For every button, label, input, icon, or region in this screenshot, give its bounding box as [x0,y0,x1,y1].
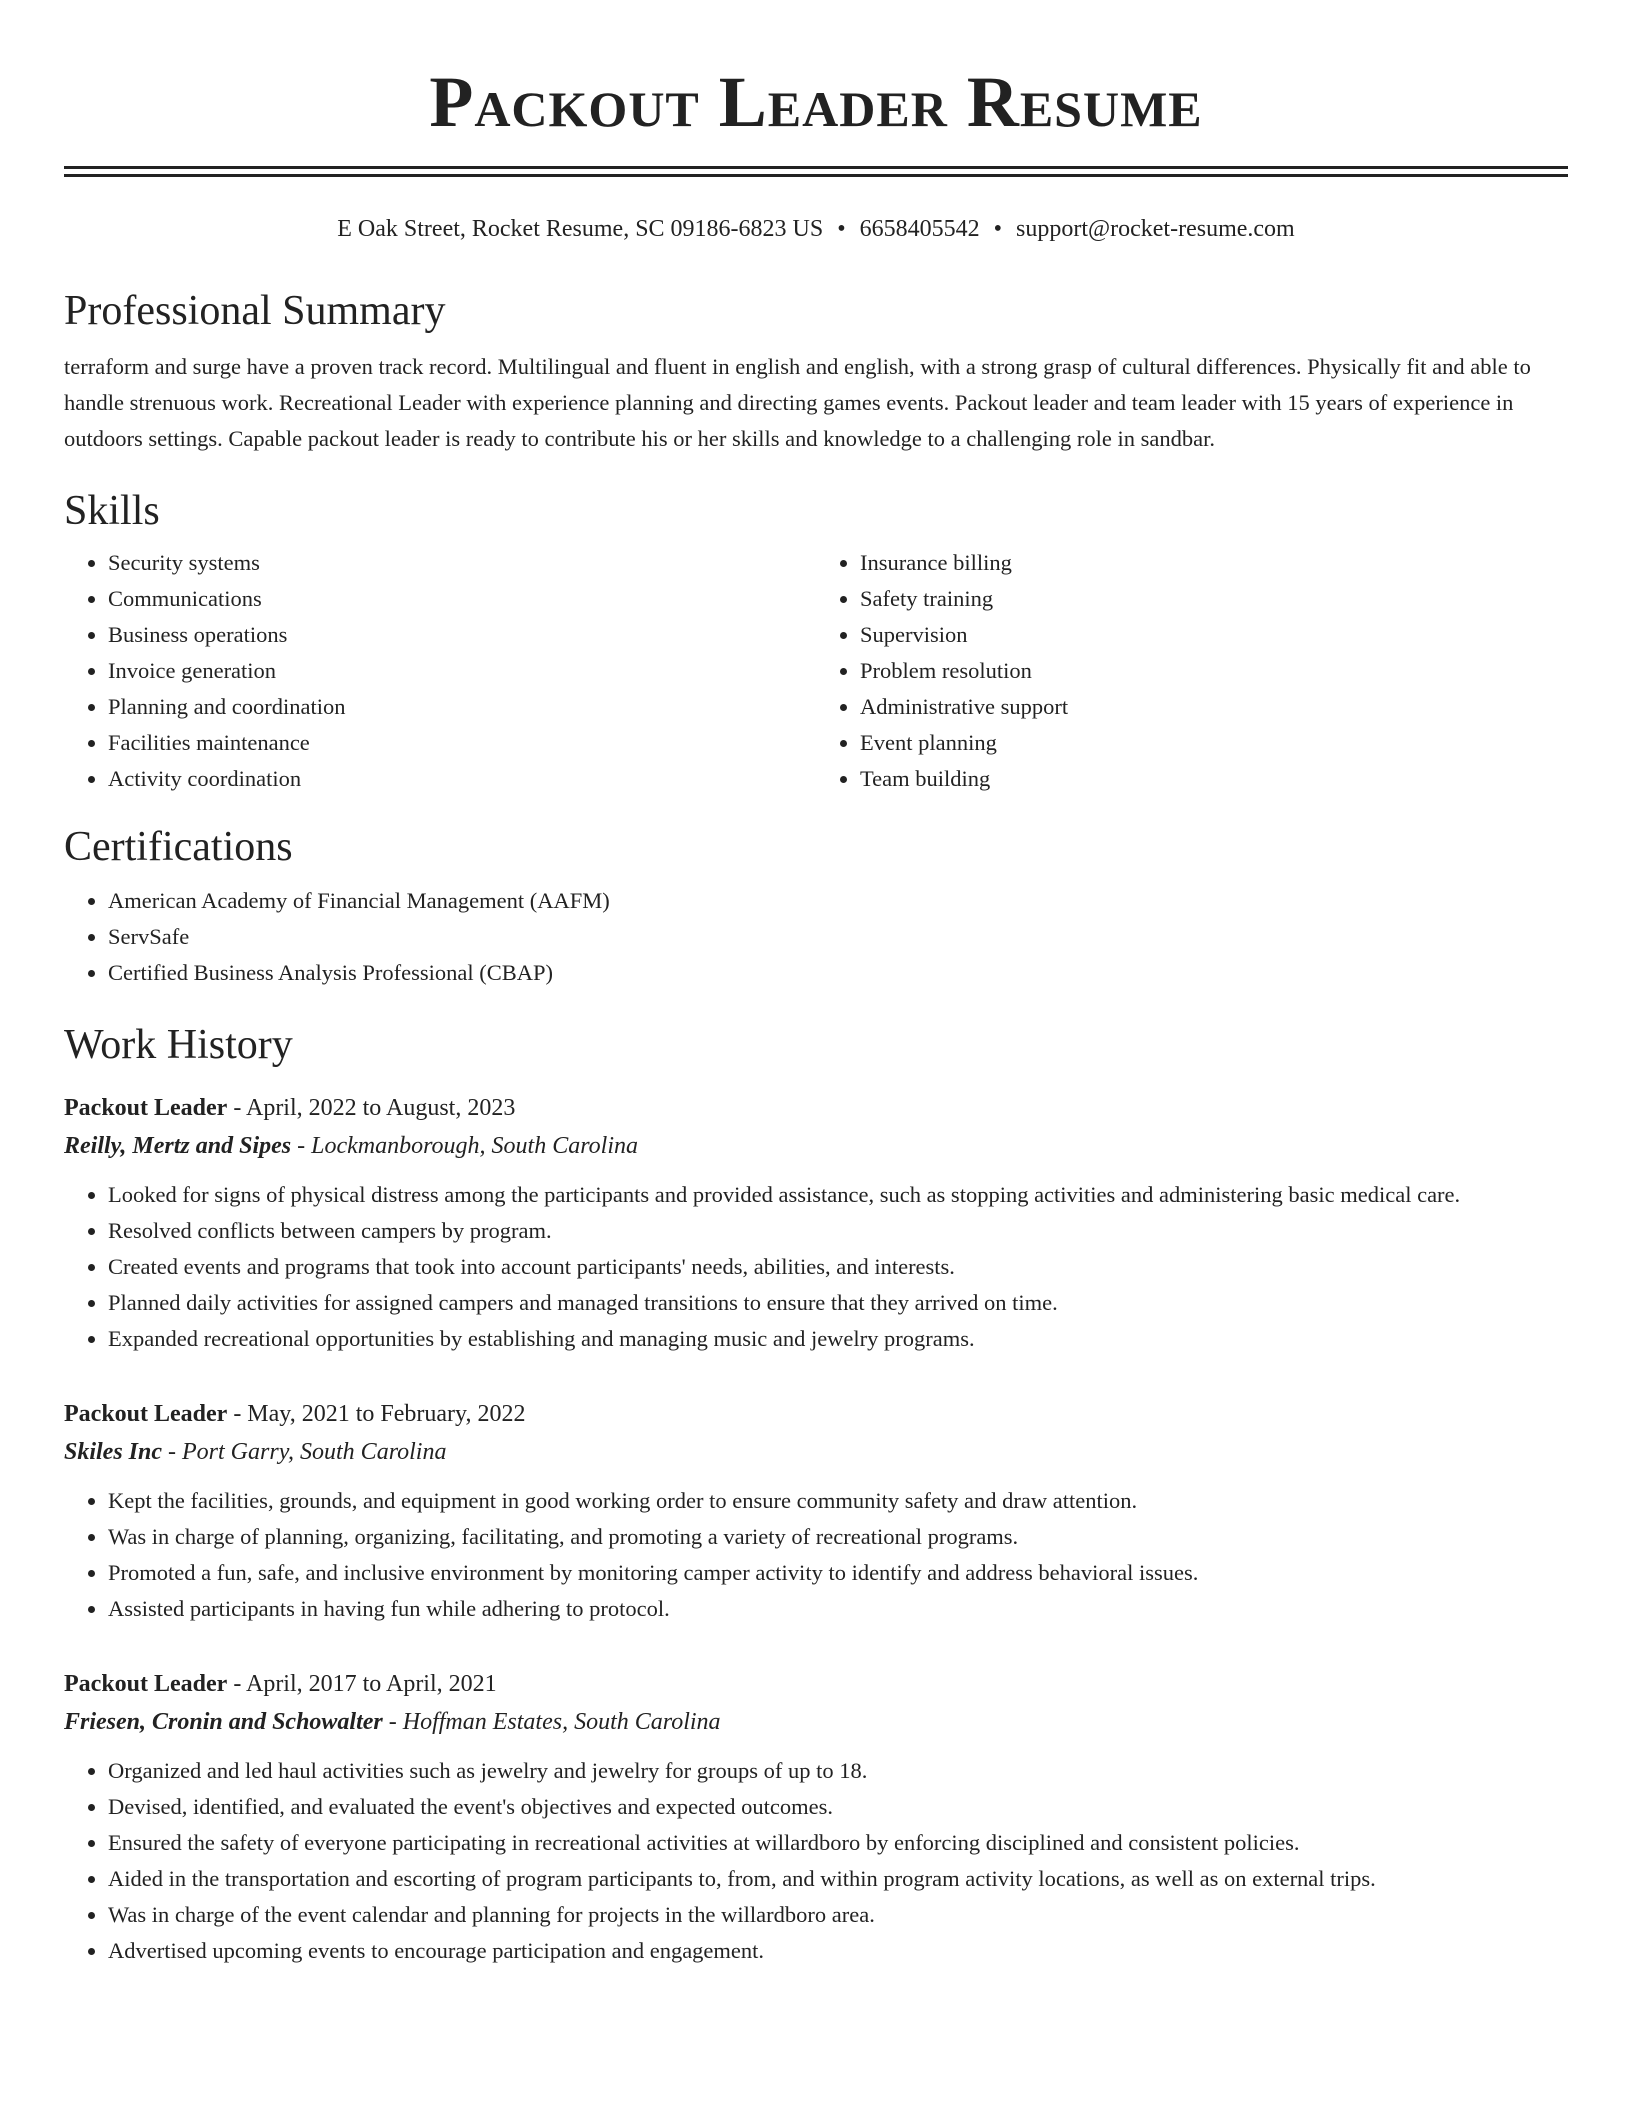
job-bullet: • Looked for signs of physical distress among the participants and provided assistance, such as stopping activities and administering basic medical care. [108,1177,1568,1213]
job-bullet: • Assisted participants in having fun while adhering to protocol. [108,1591,1568,1627]
job-bullets [64,1483,1568,1627]
job-bullets [64,1753,1568,1969]
skills-list-left [64,545,816,797]
job-bullet: • Was in charge of planning, organizing, facilitating, and promoting a variety of recreational programs. [108,1519,1568,1555]
skill-item: • Problem resolution [860,653,1568,689]
certifications-list [64,883,1568,991]
job-title: Packout Leader [64,1671,228,1697]
skills-column-left [64,545,816,797]
contact-separator: • [837,216,846,242]
job-entry [64,1395,1568,1627]
summary-heading: Professional Summary [64,288,446,334]
skill-item: • Business operations [108,617,816,653]
job-company: Friesen, Cronin and Schowalter [64,1709,383,1735]
job-dates: - May, 2021 to February, 2022 [227,1401,526,1427]
skill-item: • Security systems [108,545,816,581]
job-bullet: • Kept the facilities, grounds, and equipment in good working order to ensure community safety and draw attention. [108,1483,1568,1519]
job-employer [64,1703,1568,1741]
job-company: Reilly, Mertz and Sipes [64,1133,292,1159]
certification-item: • Certified Business Analysis Professional (CBAP) [108,955,1568,991]
job-header [64,1665,1568,1703]
job-bullet: • Resolved conflicts between campers by program. [108,1213,1568,1249]
job-bullet: • Planned daily activities for assigned campers and managed transitions to ensure that they arrived on time. [108,1285,1568,1321]
job-dates: - April, 2022 to August, 2023 [227,1095,516,1121]
job-location: - Port Garry, South Carolina [162,1439,447,1465]
job-location: - Lockmanborough, South Carolina [291,1133,639,1159]
job-location: - Hoffman Estates, South Carolina [382,1709,721,1735]
skills-columns [64,545,1568,797]
skill-item: • Planning and coordination [108,689,816,725]
skill-item: • Supervision [860,617,1568,653]
skill-item: • Team building [860,761,1568,797]
job-title: Packout Leader [64,1401,228,1427]
job-employer [64,1127,1568,1165]
summary-section [64,285,1568,457]
summary-text: terraform and surge have a proven track record. Multilingual and fluent in english and english, with a strong grasp of cultural differences. Physically fit and able to handle strenuous work. Recreational Leader with experience planning and directing games events. Packout leader and team leader with 15 years of experience in outdoors settings. Capable packout leader is ready to contribute his or her skills and knowledge to a challenging role in sandbar. [64,354,1531,451]
job-employer [64,1433,1568,1471]
job-bullet: • Expanded recreational opportunities by establishing and managing music and jewelry programs. [108,1321,1568,1357]
job-header [64,1089,1568,1127]
certification-item: • American Academy of Financial Management (AAFM) [108,883,1568,919]
work-history-section [64,1019,1568,1969]
skill-item: • Administrative support [860,689,1568,725]
job-bullets [64,1177,1568,1357]
skills-section [64,485,1568,797]
certifications-section [64,821,1568,991]
skills-list-right [816,545,1568,797]
job-company: Skiles Inc [64,1439,163,1465]
skill-item: • Safety training [860,581,1568,617]
work-history-heading: Work History [64,1022,293,1068]
job-bullet: • Aided in the transportation and escorting of program participants to, from, and within program activity locations, as well as on external trips. [108,1861,1568,1897]
skills-column-right [816,545,1568,797]
certification-item: • ServSafe [108,919,1568,955]
skills-heading: Skills [64,488,160,534]
title-divider [64,166,1568,177]
job-bullet: • Created events and programs that took into account participants' needs, abilities, and interests. [108,1249,1568,1285]
job-bullet: • Devised, identified, and evaluated the event's objectives and expected outcomes. [108,1789,1568,1825]
skill-item: • Invoice generation [108,653,816,689]
job-bullet: • Organized and led haul activities such as jewelry and jewelry for groups of up to 18. [108,1753,1568,1789]
certifications-heading: Certifications [64,824,293,870]
resume-title: Packout Leader Resume [429,62,1203,142]
job-dates: - April, 2017 to April, 2021 [227,1671,497,1697]
job-header [64,1395,1568,1433]
contact-separator: • [993,216,1003,242]
job-bullet: • Was in charge of the event calendar and planning for projects in the willardboro area. [108,1897,1568,1933]
skill-item: • Facilities maintenance [108,725,816,761]
job-bullet: • Advertised upcoming events to encourage participation and engagement. [108,1933,1568,1969]
skill-item: • Communications [108,581,816,617]
contact-line [64,213,1568,245]
skill-item: • Event planning [860,725,1568,761]
job-bullet: • Promoted a fun, safe, and inclusive environment by monitoring camper activity to identify and address behavioral issues. [108,1555,1568,1591]
skill-item: • Insurance billing [860,545,1568,581]
job-title: Packout Leader [64,1095,228,1121]
job-bullet: • Ensured the safety of everyone participating in recreational activities at willardboro by enforcing disciplined and consistent policies. [108,1825,1568,1861]
job-entry [64,1665,1568,1969]
contact-phone: 6658405542 [859,216,980,242]
contact-email: support@rocket-resume.com [1016,216,1295,242]
job-entry [64,1089,1568,1357]
contact-address: E Oak Street, Rocket Resume, SC 09186-6823 US [337,216,824,242]
skill-item: • Activity coordination [108,761,816,797]
